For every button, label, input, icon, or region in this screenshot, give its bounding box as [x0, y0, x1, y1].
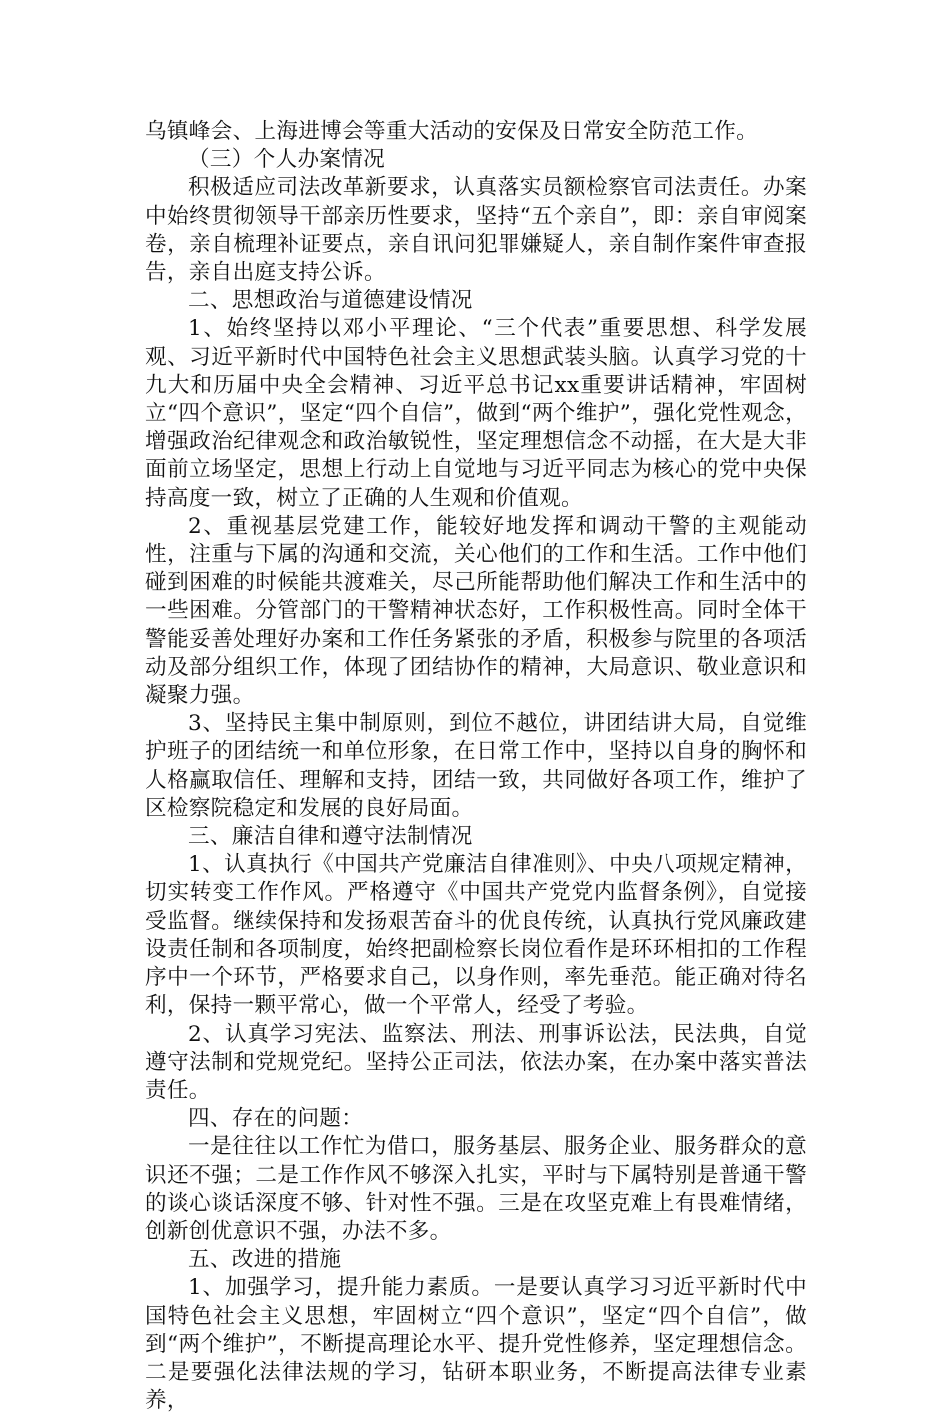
section-heading-integrity: 三、廉洁自律和遵守法制情况 [188, 824, 473, 850]
paragraph-problems: 一是往往以工作忙为借口，服务基层、服务企业、服务群众的意识还不强；二是工作作风不够深入扎实，平时与下属特别是普通干警的谈心谈话深度不够、针对性不强。三是在攻坚克难上有畏难情绪，创新创优意识不强，办法不多。 [145, 1134, 807, 1244]
paragraph-personal-cases: 积极适应司法改革新要求，认真落实员额检察官司法责任。办案中始终贯彻领导干部亲历性要求，坚持“五个亲自”，即：亲自审阅案卷，亲自梳理补证要点，亲自讯问犯罪嫌疑人，亲自制作案件审查报告，亲自出庭支持公诉。 [145, 175, 807, 286]
paragraph-political-1: 1、始终坚持以邓小平理论、“三个代表”重要思想、科学发展观、习近平新时代中国特色社会主义思想武装头脑。认真学习党的十九大和历届中央全会精神、习近平总书记xx重要讲话精神，牢固树立“四个意识”，坚定“四个自信”，做到“两个维护”，强化党性观念，增强政治纪律观念和政治敏锐性，坚定理想信念不动摇，在大是大非面前立场坚定，思想上行动上自觉地与习近平同志为核心的党中央保持高度一致，树立了正确的人生观和价值观。 [145, 316, 807, 511]
section-heading-problems: 四、存在的问题： [188, 1106, 364, 1132]
section-heading-personal-cases: （三）个人办案情况 [188, 147, 386, 173]
paragraph-improvements-1: 1、加强学习，提升能力素质。一是要认真学习习近平新时代中国特色社会主义思想，牢固树立“四个意识”，坚定“四个自信”，做到“两个维护”，不断提高理论水平、提升党性修养，坚定理想信念。二是要强化法律法规的学习，钻研本职业务，不断提高法律专业素养， [145, 1275, 807, 1414]
section-heading-political-ideology: 二、思想政治与道德建设情况 [188, 288, 473, 314]
paragraph-integrity-1: 1、认真执行《中国共产党廉洁自律准则》、中央八项规定精神，切实转变工作作风。严格遵守《中国共产党党内监督条例》，自觉接受监督。继续保持和发扬艰苦奋斗的优良传统，认真执行党风廉政建设责任制和各项制度，始终把副检察长岗位看作是环环相扣的工作程序中一个环节，严格要求自己，以身作则，率先垂范。能正确对待名利，保持一颗平常心，做一个平常人，经受了考验。 [145, 852, 807, 1019]
paragraph-integrity-2: 2、认真学习宪法、监察法、刑法、刑事诉讼法，民法典，自觉遵守法制和党规党纪。坚持公正司法，依法办案，在办案中落实普法责任。 [145, 1021, 807, 1103]
paragraph-continuation: 乌镇峰会、上海进博会等重大活动的安保及日常安全防范工作。 [145, 119, 759, 144]
section-heading-improvements: 五、改进的措施 [188, 1247, 342, 1273]
document-body [145, 118, 807, 1415]
paragraph-political-2: 2、重视基层党建工作，能较好地发挥和调动干警的主观能动性，注重与下属的沟通和交流，关心他们的工作和生活。工作中他们碰到困难的时候能共渡难关，尽己所能帮助他们解决工作和生活中的一些困难。分管部门的干警精神状态好，工作积极性高。同时全体干警能妥善处理好办案和工作任务紧张的矛盾，积极参与院里的各项活动及部分组织工作，体现了团结协作的精神，大局意识、敬业意识和凝聚力强。 [145, 513, 807, 709]
paragraph-political-3: 3、坚持民主集中制原则，到位不越位，讲团结讲大局，自觉维护班子的团结统一和单位形象，在日常工作中，坚持以自身的胸怀和人格赢取信任、理解和支持，团结一致，共同做好各项工作，维护了区检察院稳定和发展的良好局面。 [145, 711, 807, 821]
